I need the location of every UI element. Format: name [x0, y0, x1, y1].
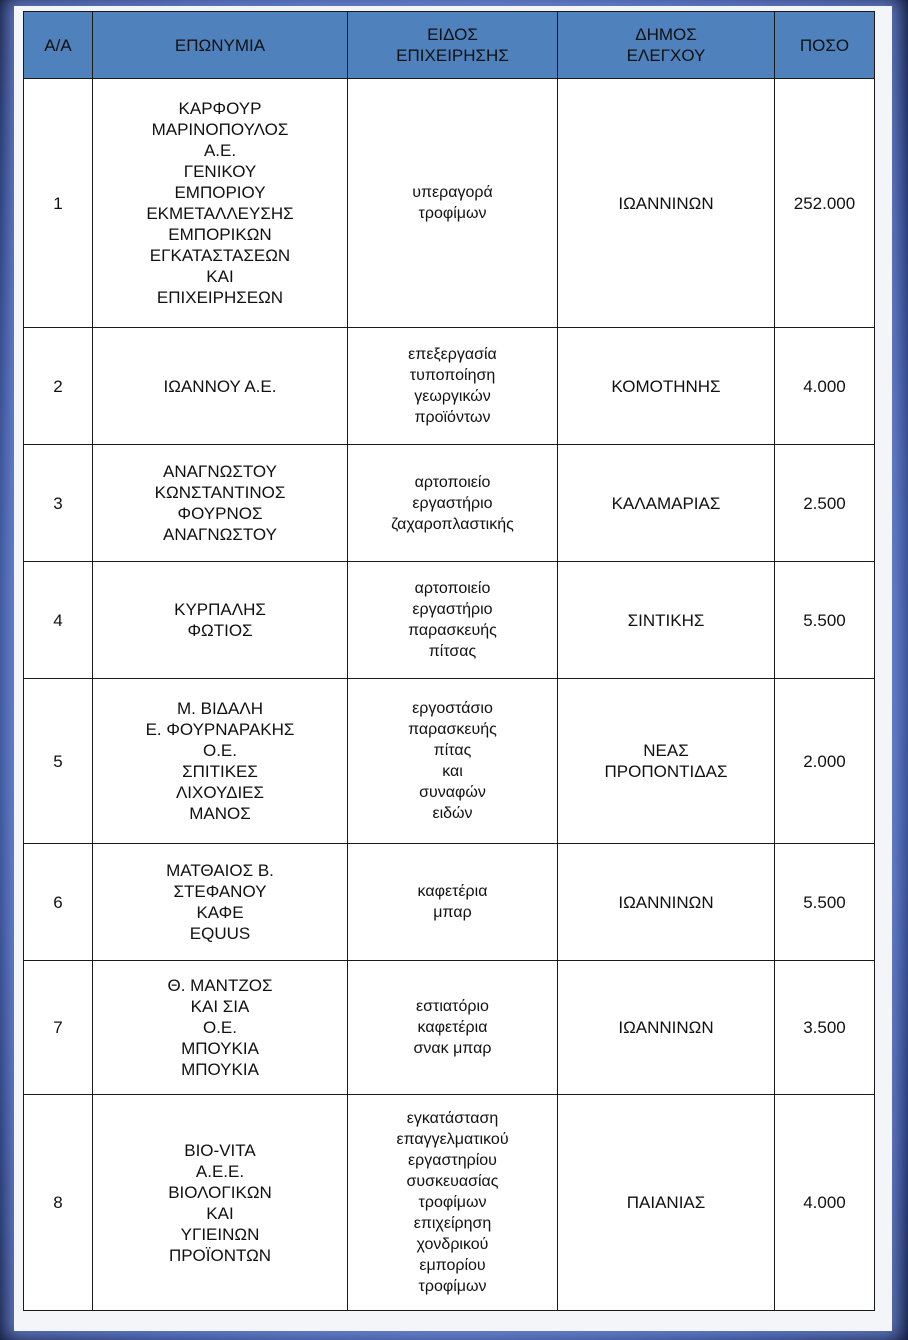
municipality-line: ΙΩΑΝΝΙΝΩΝ [618, 892, 714, 912]
business-type-line: πίτας [433, 742, 472, 759]
business-type-line: τροφίμων [418, 1194, 487, 1211]
business-name-line: ΚΩΝΣΤΑΝΤΙΝΟΣ [154, 483, 286, 502]
business-name [93, 961, 348, 1095]
row-number: 2 [24, 328, 93, 445]
business-name-line: Ε. ΦΟΥΡΝΑΡΑΚΗΣ [145, 720, 295, 739]
municipality-line: ΚΑΛΑΜΑΡΙΑΣ [611, 493, 721, 513]
business-name-line: ΥΓΙΕΙΝΩΝ [180, 1224, 260, 1244]
business-type-line: παρασκευής [408, 622, 497, 639]
business-type-line: συναφών [419, 784, 486, 801]
business-name-line: ΚΑΙ ΣΙΑ [190, 997, 250, 1016]
business-name [93, 445, 348, 562]
business-name-line: ΕΓΚΑΤΑΣΤΑΣΕΩΝ [149, 246, 291, 265]
business-name-line: ΜΠΟΥΚΙΑ [181, 1039, 259, 1058]
business-type-line: καφετέρια [417, 883, 488, 900]
business-type-line: εμπορίου [419, 1257, 486, 1274]
business-type-line: μπαρ [433, 904, 472, 921]
table-row [24, 844, 875, 961]
amount: 252.000 [775, 79, 875, 328]
municipality-line: ΝΕΑΣ [643, 741, 689, 760]
amount: 4.000 [775, 328, 875, 445]
header-aa: Α/Α [24, 12, 93, 79]
row-number: 3 [24, 445, 93, 562]
business-name-line: Α.Ε. [203, 141, 237, 160]
business-name [93, 844, 348, 961]
municipality-line: ΙΩΑΝΝΙΝΩΝ [618, 1018, 714, 1037]
business-name-line: ΜΑΡΙΝΟΠΟΥΛΟΣ [151, 120, 289, 139]
business-type-line: εργαστηρίου [408, 1152, 497, 1169]
business-type-line: σνακ μπαρ [413, 1040, 492, 1057]
table-row [24, 445, 875, 562]
business-type-line: παρασκευής [408, 721, 497, 738]
business-name-line: Θ. ΜΑΝΤΖΟΣ [167, 976, 273, 995]
municipality-line: ΠΡΟΠΟΝΤΙΔΑΣ [604, 762, 728, 781]
municipality-line: ΙΩΑΝΝΙΝΩΝ [618, 193, 714, 213]
row-number: 6 [24, 844, 93, 961]
header-dimos-line: ΔΗΜΟΣ [635, 25, 697, 44]
amount: 2.500 [775, 445, 875, 562]
business-type [348, 961, 558, 1095]
municipality [558, 79, 775, 328]
business-name-line: Μ. ΒΙΔΑΛΗ [177, 699, 263, 718]
row-number: 4 [24, 562, 93, 679]
business-name-line: Ο.Ε. [202, 1018, 237, 1037]
business-type [348, 1095, 558, 1311]
table-row [24, 679, 875, 844]
header-eidos [348, 12, 558, 79]
business-type-line: ζαχαροπλαστικής [391, 515, 514, 533]
business-name-line: ΚΑΦΕ [196, 903, 244, 922]
business-type-line: εργαστήριο [412, 494, 493, 512]
business-name-line: ΕΜΠΟΡΙΟΥ [174, 183, 266, 202]
header-dimos-line: ΕΛΕΓΧΟΥ [626, 46, 706, 65]
business-name-line: ΛΙΧΟΥΔΙΕΣ [175, 783, 265, 802]
business-type-line: αρτοποιείο [414, 580, 491, 597]
business-type-line: τροφίμων [418, 1278, 487, 1295]
business-type-line: τυποποίηση [409, 367, 496, 384]
business-name-line: ΣΠΙΤΙΚΕΣ [182, 762, 258, 781]
business-name-line: Α.Ε.Ε. [195, 1161, 245, 1181]
municipality [558, 844, 775, 961]
business-name-line: ΦΩΤΙΟΣ [187, 621, 253, 640]
business-type-line: πίτσας [428, 643, 477, 660]
business-name-line: ΚΑΙ [206, 267, 234, 286]
business-name [93, 679, 348, 844]
amount: 2.000 [775, 679, 875, 844]
business-type-line: επαγγελματικού [396, 1131, 509, 1148]
municipality [558, 961, 775, 1095]
business-name-line: ΚΑΙ [206, 1203, 234, 1223]
business-name-line: ΜΑΝΟΣ [189, 804, 251, 823]
business-name-line: ΕΠΙΧΕΙΡΗΣΕΩΝ [156, 288, 284, 307]
business-type-line: προϊόντων [414, 409, 491, 426]
fines-table [23, 11, 875, 1311]
municipality [558, 562, 775, 679]
amount: 5.500 [775, 562, 875, 679]
table-body [24, 79, 875, 1311]
business-type-line: εργαστήριο [412, 601, 493, 618]
header-eponymia [93, 12, 348, 79]
business-name-line: ΚΥΡΠΑΛΗΣ [174, 600, 266, 619]
business-name-line: ΜΑΤΘΑΙΟΣ Β. [166, 861, 274, 880]
business-name-line: ΣΤΕΦΑΝΟΥ [173, 882, 267, 901]
business-type-line: ειδών [432, 805, 473, 822]
row-number: 8 [24, 1095, 93, 1311]
business-type [348, 844, 558, 961]
business-type-line: επιχείρηση [413, 1215, 492, 1232]
business-name [93, 1095, 348, 1311]
header-dimos [558, 12, 775, 79]
header-poso: ΠΟΣΟ [775, 12, 875, 79]
table-row [24, 562, 875, 679]
municipality [558, 1095, 775, 1311]
table-row [24, 1095, 875, 1311]
amount: 5.500 [775, 844, 875, 961]
municipality [558, 445, 775, 562]
table-row [24, 328, 875, 445]
business-name [93, 562, 348, 679]
table-row [24, 79, 875, 328]
business-name-line: ΒΙΟΛΟΓΙΚΩΝ [168, 1182, 272, 1202]
business-type-line: υπεραγορά [412, 184, 493, 201]
business-type [348, 328, 558, 445]
business-name-line: ΕΚΜΕΤΑΛΛΕΥΣΗΣ [146, 204, 294, 223]
business-name [93, 328, 348, 445]
municipality [558, 328, 775, 445]
business-type-line: γεωργικών [414, 388, 491, 405]
business-type-line: χονδρικού [416, 1236, 489, 1253]
municipality [558, 679, 775, 844]
business-type-line: αρτοποιείο [414, 473, 491, 491]
amount: 3.500 [775, 961, 875, 1095]
header-eponymia-line: ΕΠΩΝΥΜΙΑ [174, 35, 266, 55]
business-name-line: ΠΡΟΪΟΝΤΩΝ [168, 1245, 272, 1265]
header-eidos-line: ΕΠΙΧΕΙΡΗΣΗΣ [396, 46, 509, 65]
municipality-line: ΚΟΜΟΤΗΝΗΣ [611, 376, 721, 396]
business-type-line: εγκατάσταση [406, 1110, 499, 1127]
business-type [348, 79, 558, 328]
business-type-line: εστιατόριο [416, 998, 489, 1015]
business-type-line: τροφίμων [418, 205, 487, 222]
business-name-line: EQUUS [189, 924, 251, 943]
row-number: 1 [24, 79, 93, 328]
business-type-line: επεξεργασία [408, 346, 497, 363]
municipality-line: ΣΙΝΤΙΚΗΣ [627, 610, 705, 630]
row-number: 7 [24, 961, 93, 1095]
business-name [93, 79, 348, 328]
business-type-line: καφετέρια [417, 1019, 488, 1036]
business-name-line: ΙΩΑΝΝΟΥ Α.Ε. [163, 376, 277, 396]
business-name-line: ΜΠΟΥΚΙΑ [181, 1060, 259, 1079]
header-row [24, 12, 875, 79]
business-name-line: BIO-VITA [184, 1140, 256, 1160]
row-number: 5 [24, 679, 93, 844]
business-name-line: ΦΟΥΡΝΟΣ [177, 504, 263, 523]
business-name-line: ΑΝΑΓΝΩΣΤΟΥ [163, 462, 277, 481]
business-type-line: και [442, 763, 463, 780]
business-type [348, 562, 558, 679]
business-name-line: ΚΑΡΦΟΥΡ [178, 99, 262, 118]
business-name-line: Ο.Ε. [202, 741, 237, 760]
business-name-line: ΓΕΝΙΚΟΥ [183, 162, 257, 181]
amount: 4.000 [775, 1095, 875, 1311]
business-type-line: εργοστάσιο [412, 700, 493, 717]
municipality-line: ΠΑΙΑΝΙΑΣ [626, 1193, 706, 1212]
business-name-line: ΕΜΠΟΡΙΚΩΝ [168, 225, 272, 244]
table-row [24, 961, 875, 1095]
business-type-line: συσκευασίας [406, 1173, 499, 1190]
business-type [348, 679, 558, 844]
header-eidos-line: ΕΙΔΟΣ [427, 25, 478, 44]
business-type [348, 445, 558, 562]
business-name-line: ΑΝΑΓΝΩΣΤΟΥ [163, 525, 277, 544]
